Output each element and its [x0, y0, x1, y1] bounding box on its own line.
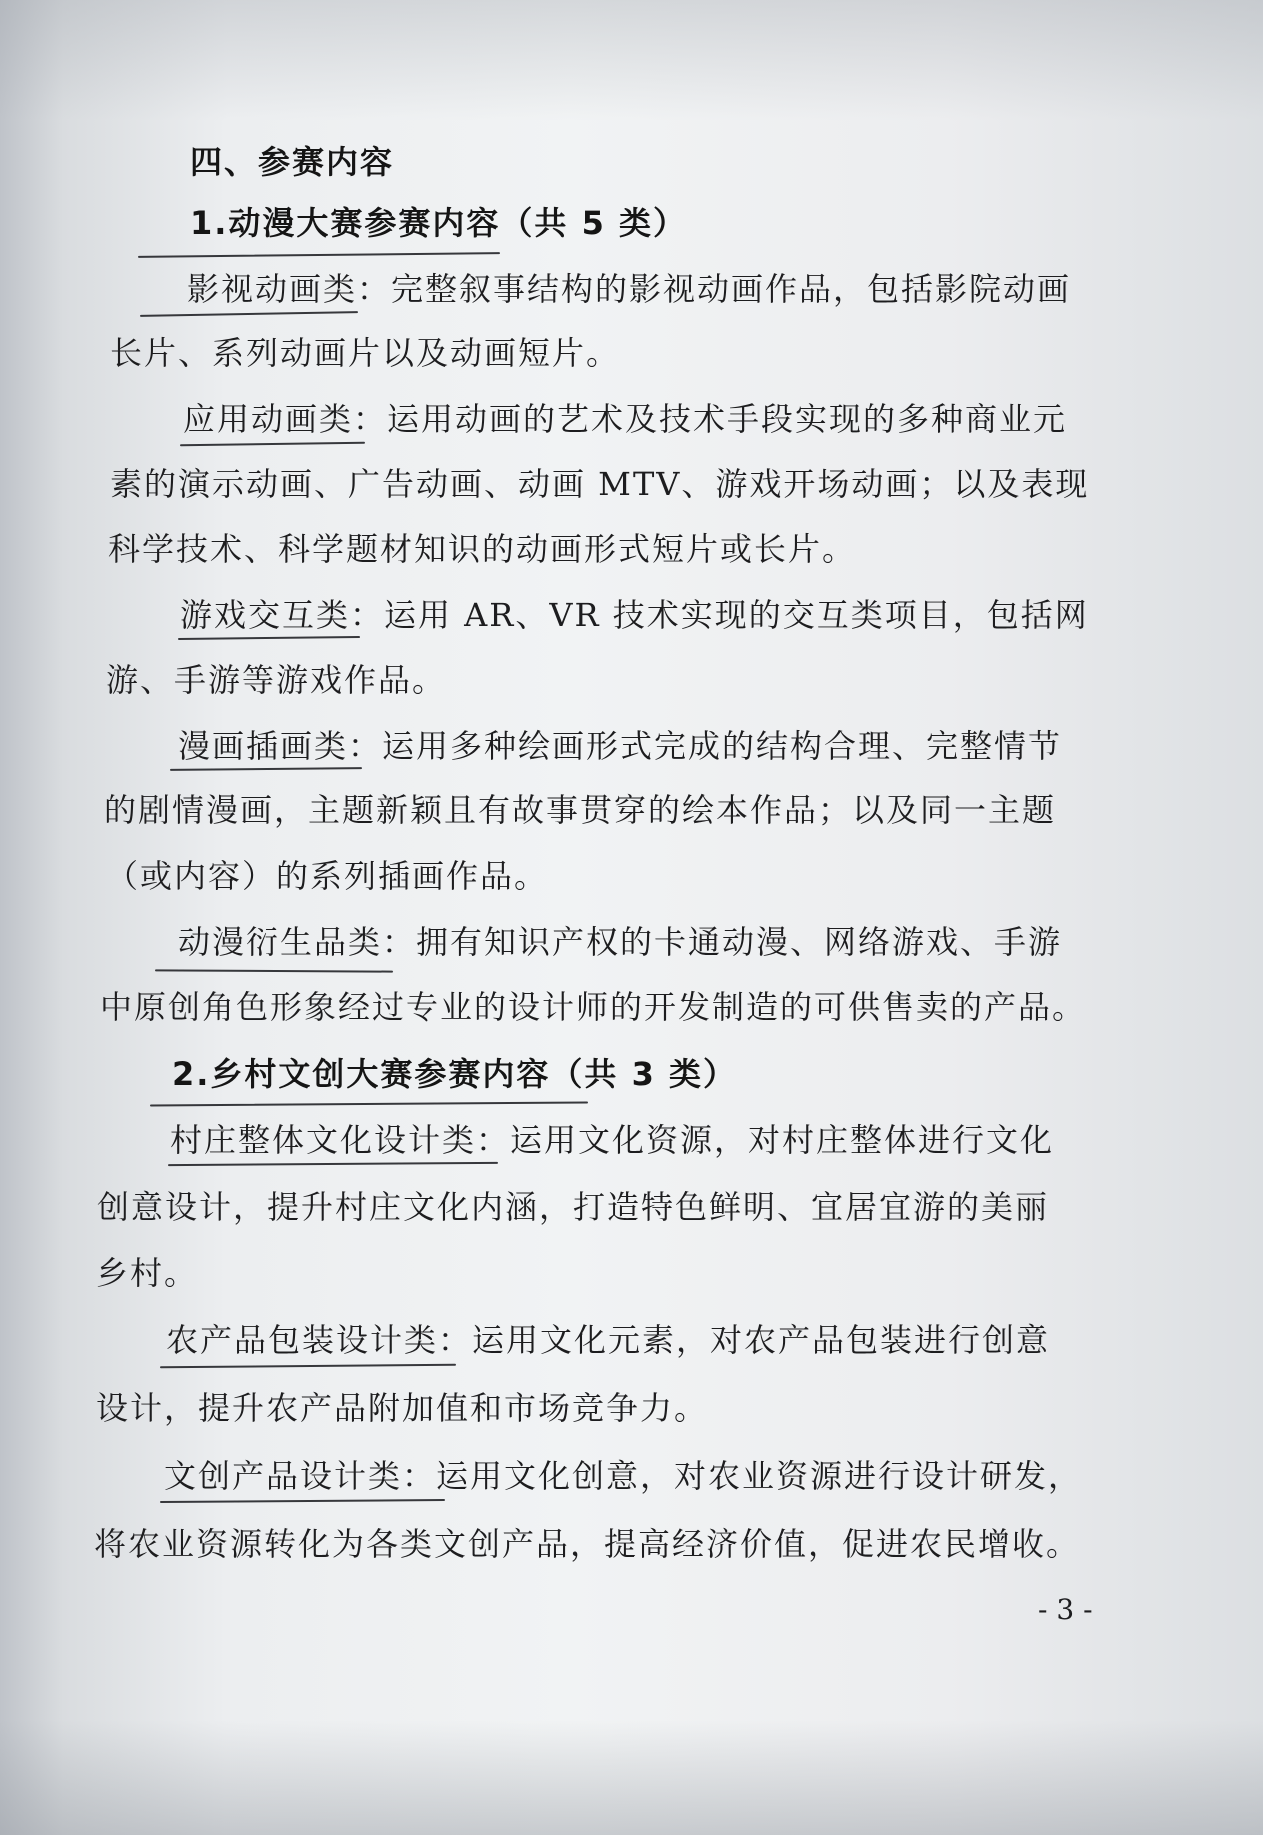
- page-shadow-bottom: [0, 1720, 1263, 1835]
- part1-heading: 1.动漫大赛参赛内容（共 5 类）: [190, 204, 687, 242]
- item-cultural-product-underline: [160, 1499, 445, 1503]
- item-film-animation-line-2: 长片、系列动画片以及动画短片。: [110, 334, 621, 372]
- page-number: - 3 -: [1038, 1593, 1093, 1626]
- item-comics-illustration-underline: [170, 767, 362, 771]
- item-derivatives-line-1: 动漫衍生品类：拥有知识产权的卡通动漫、网络游戏、手游: [178, 923, 1063, 961]
- item-village-design-line-2: 创意设计，提升村庄文化内涵，打造特色鲜明、宜居宜游的美丽: [97, 1188, 1050, 1226]
- item-derivatives-line-2: 中原创角色形象经过专业的设计师的开发制造的可供售卖的产品。: [100, 988, 1087, 1026]
- item-applied-animation-line-3: 科学技术、科学题材知识的动画形式短片或长片。: [108, 530, 857, 568]
- item-packaging-design-line-2: 设计，提升农产品附加值和市场竞争力。: [96, 1389, 709, 1427]
- item-game-interactive-line-1: 游戏交互类：运用 AR、VR 技术实现的交互类项目，包括网: [180, 596, 1089, 634]
- part2-heading: 2.乡村文创大赛参赛内容（共 3 类）: [172, 1055, 737, 1093]
- item-cultural-product-line-2: 将农业资源转化为各类文创产品，提高经济价值，促进农民增收。: [94, 1525, 1081, 1563]
- item-comics-illustration-line-2: 的剧情漫画，主题新颖且有故事贯穿的绘本作品；以及同一主题: [104, 791, 1057, 829]
- item-game-interactive-underline: [178, 636, 360, 640]
- item-applied-animation-line-1: 应用动画类：运用动画的艺术及技术手段实现的多种商业元: [183, 400, 1068, 438]
- item-village-design-line-1: 村庄整体文化设计类：运用文化资源，对村庄整体进行文化: [170, 1121, 1055, 1159]
- item-film-animation-underline: [140, 311, 358, 317]
- item-comics-illustration-line-1: 漫画插画类：运用多种绘画形式完成的结构合理、完整情节: [178, 727, 1063, 765]
- page-shadow-top: [0, 0, 1263, 120]
- item-cultural-product-line-1: 文创产品设计类：运用文化创意，对农业资源进行设计研发，: [164, 1457, 1083, 1495]
- section-title: 四、参赛内容: [190, 143, 395, 181]
- item-film-animation-line-1: 影视动画类：完整叙事结构的影视动画作品，包括影院动画: [187, 270, 1072, 308]
- item-packaging-design-underline: [160, 1364, 456, 1369]
- part1-heading-underline: [138, 252, 500, 258]
- item-derivatives-underline: [155, 969, 393, 972]
- item-packaging-design-line-1: 农产品包装设计类：运用文化元素，对农产品包装进行创意: [166, 1321, 1051, 1359]
- item-applied-animation-underline: [180, 442, 365, 447]
- item-village-design-line-3: 乡村。: [96, 1254, 199, 1292]
- item-comics-illustration-line-3: （或内容）的系列插画作品。: [106, 857, 549, 895]
- item-applied-animation-line-2: 素的演示动画、广告动画、动画 MTV、游戏开场动画；以及表现: [110, 465, 1090, 503]
- part2-heading-underline: [150, 1101, 588, 1106]
- item-village-design-underline: [168, 1162, 498, 1166]
- item-game-interactive-line-2: 游、手游等游戏作品。: [106, 661, 447, 699]
